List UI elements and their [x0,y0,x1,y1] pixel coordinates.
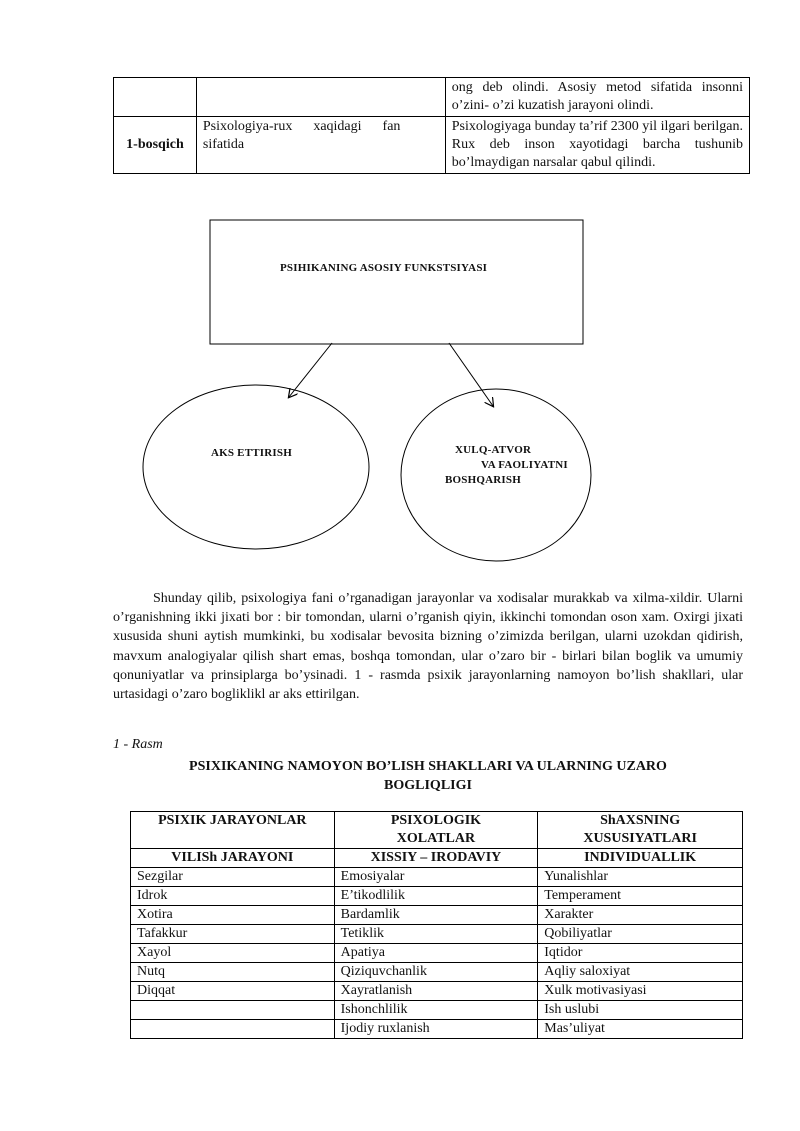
table-cell: Yunalishlar [538,868,743,887]
table-cell: Ishonchlilik [334,1001,538,1020]
table-cell: Xulk motivasiyasi [538,982,743,1001]
right-ellipse-label-3: BOSHQARISH [445,474,521,486]
functions-diagram [0,200,800,570]
right-ellipse-label-1: XULQ-ATVOR [455,444,532,456]
table-cell: Temperament [538,887,743,906]
table-cell: Tetiklik [334,925,538,944]
table-row [131,982,743,1001]
manifestations-table [130,811,743,1039]
table-row [131,887,743,906]
table-cell [131,1001,335,1020]
header-line: XOLATLAR [396,831,476,846]
table-row [131,906,743,925]
table-row [131,1020,743,1039]
arrow-left [289,343,332,397]
table-row [114,117,750,174]
table-row [131,925,743,944]
table-cell: Sezgilar [131,868,335,887]
table-cell: Tafakkur [131,925,335,944]
column-subheader: INDIVIDUALLIK [538,849,743,868]
table-cell [196,78,445,117]
column-subheader: XISSIY – IRODAVIY [334,849,538,868]
table-cell: Qiziquvchanlik [334,963,538,982]
header-line: PSIXIK JARAYONLAR [158,813,307,828]
table-body [131,868,743,1039]
table-cell: Emosiyalar [334,868,538,887]
right-ellipse-label-2: VA FAOLIYATNI [481,459,568,471]
left-ellipse-label: AKS ETTIRISH [211,447,292,459]
column-subheader: VILISh JARAYONI [131,849,335,868]
figure-title [113,757,743,795]
table-cell: Ish uslubi [538,1001,743,1020]
figure-title-line: BOGLIQLIGI [384,778,472,793]
table-cell: Aqliy saloxiyat [538,963,743,982]
table-cell: Nutq [131,963,335,982]
figure-title-line: PSIXIKANING NAMOYON BO’LISH SHAKLLARI VA ULARNING UZARO [189,759,667,774]
stages-table [113,77,750,174]
header-line: XUSUSIYATLARI [583,831,697,846]
table-cell: Iqtidor [538,944,743,963]
left-ellipse [143,385,369,549]
cell-line: sifatida [202,137,245,152]
table-cell: Diqqat [131,982,335,1001]
table-cell [114,78,197,117]
table-cell [196,117,445,174]
header-line: PSIXOLOGIK [390,813,482,828]
column-header [334,812,538,849]
column-header [131,812,335,849]
table-cell: Ijodiy ruxlanish [334,1020,538,1039]
cell-line: o’zini- o’zi kuzatish jarayoni olindi. [451,98,654,113]
table-cell: Bardamlik [334,906,538,925]
table-row [114,78,750,117]
table-cell: Xayol [131,944,335,963]
table-cell: E’tikodlilik [334,887,538,906]
table-cell [131,1020,335,1039]
table-row [131,944,743,963]
header-line: ShAXSNING [600,813,681,828]
table-cell: Xotira [131,906,335,925]
table-cell: Mas’uliyat [538,1020,743,1039]
table-cell: Psixologiyaga bunday ta’rif 2300 yil ilgari berilgan. Rux deb inson xayotidagi barcha tushunib bo’lmaydigan narsalar qabul qilindi. [445,117,749,174]
subheader-row [131,849,743,868]
table-cell: Qobiliyatlar [538,925,743,944]
table-row [131,963,743,982]
table-row [131,1001,743,1020]
table-cell: Apatiya [334,944,538,963]
table-row [131,868,743,887]
cell-line: Psixologiya-rux xaqidagi fan [202,119,401,134]
top-box [210,220,583,344]
table-cell: Xayratlanish [334,982,538,1001]
table-cell [445,78,749,117]
table-cell: Xarakter [538,906,743,925]
column-header [538,812,743,849]
header-row [131,812,743,849]
figure-label: 1 - Rasm [113,737,163,752]
arrow-right [449,343,493,406]
top-box-label: PSIHIKANING ASOSIY FUNKSTSIYASI [280,262,488,274]
table-cell: Idrok [131,887,335,906]
stage-label: 1-bosqich [114,117,197,174]
body-paragraph: Shunday qilib, psixologiya fani o’rganadigan jarayonlar va xodisalar murakkab va xilma-xildir. Ularni o’rganishning ikki jixati bor : bir tomondan, ularni o’rganish qiyin, ikkinchi tomondan oson xam. Oxirgi jixati xususida shuni aytish mumkinki, bu xodisalar bevosita bizning o’zimizda berilgan, ularni uzokdan qidirish, mavxum analogiyalar qilish shart emas, boshqa tomondan, ular o’zaro bir - birlari bilan boglik va umumiy qonuniyatlar va prinsiplarga bo’ysinadi. 1 - rasmda psixik jarayonlarning namoyon bo’lish shakllari, ular urtasidagi o’zaro bogliklikl ar aks ettirilgan. [113,591,743,703]
cell-line: ong deb olindi. Asosiy metod sifatida insonni [451,80,743,95]
